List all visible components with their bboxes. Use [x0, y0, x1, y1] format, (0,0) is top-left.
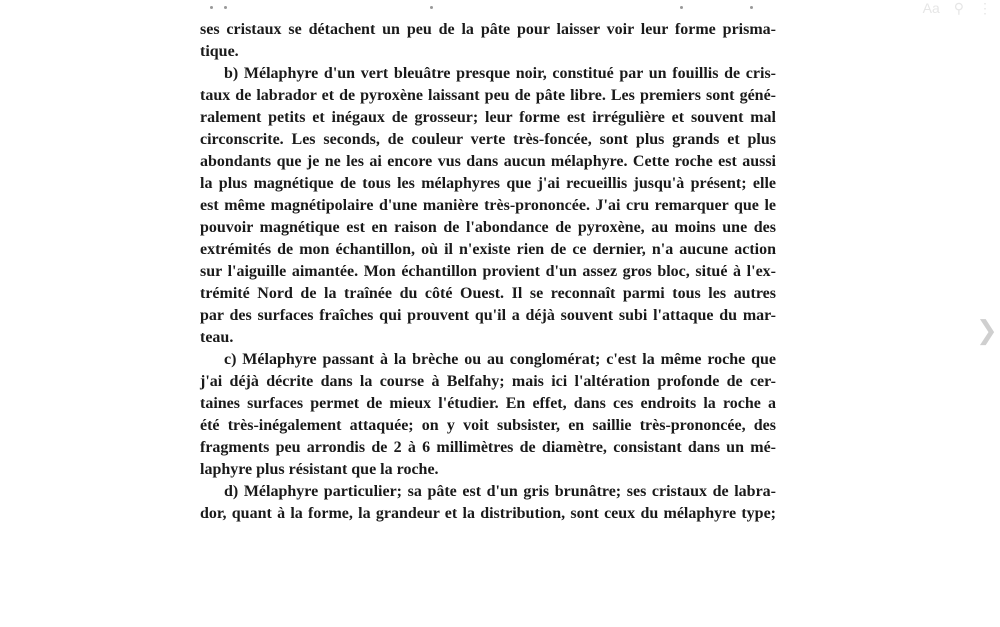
text-line: ses cristaux se détachent un peu de la pâte pour laisser voir leur forme prisma- — [200, 21, 776, 38]
text-line: abondants que je ne les ai encore vus dans aucun mélaphyre. Cette roche est aussi — [200, 153, 776, 170]
text-line: j'ai déjà décrite dans la course à Belfahy; mais ici l'altération profonde de cer- — [200, 373, 776, 390]
text-line: sur l'aiguille aimantée. Mon échantillon provient d'un assez gros bloc, situé à l'ex- — [200, 263, 776, 280]
text-line: d) Mélaphyre particulier; sa pâte est d'un gris brunâtre; ses cristaux de labra- — [224, 483, 776, 500]
text-line: la plus magnétique de tous les mélaphyres que j'ai recueillis jusqu'à présent; elle — [200, 175, 776, 192]
text-line: taines surfaces permet de mieux l'étudier. En effet, dans ces endroits la roche a — [200, 395, 776, 412]
text-line: par des surfaces fraîches qui prouvent qu'il a déjà souvent subi l'attaque du mar- — [200, 307, 776, 324]
text-line: tique. — [200, 43, 239, 60]
text-size-button[interactable]: Aa — [922, 0, 940, 16]
text-line: pouvoir magnétique est en raison de l'abondance de pyroxène, au moins une des — [200, 219, 776, 236]
text-line: été très-inégalement attaquée; on y voit subsister, en saillie très-prononcée, des — [200, 417, 776, 434]
text-line: circonscrite. Les seconds, de couleur verte très-foncée, sont plus grands et plus — [200, 131, 776, 148]
viewer-toolbar — [923, 0, 992, 17]
text-line: c) Mélaphyre passant à la brèche ou au conglomérat; c'est la même roche que — [224, 351, 776, 368]
text-line: extrémités de mon échantillon, où il n'existe rien de ce dernier, n'a aucune action — [200, 241, 776, 258]
text-line: taux de labrador et de pyroxène laissant peu de pâte libre. Les premiers sont géné- — [200, 87, 776, 104]
chevron-right-icon: ❯ — [976, 316, 998, 346]
text-line: trémité Nord de la traînée du côté Ouest. Il se reconnaît parmi tous les autres — [200, 285, 776, 302]
text-line: b) Mélaphyre d'un vert bleuâtre presque noir, constitué par un fouillis de cris- — [224, 65, 776, 82]
text-line: laphyre plus résistant que la roche. — [200, 461, 439, 478]
more-icon[interactable]: ⋮ — [978, 0, 992, 16]
text-line: dor, quant à la forme, la grandeur et la distribution, sont ceux du mélaphyre type; — [200, 505, 776, 522]
search-icon[interactable]: ⚲ — [953, 0, 964, 16]
text-line: teau. — [200, 329, 234, 346]
text-line: est même magnétipolaire d'une manière très-prononcée. J'ai cru remarquer que le — [200, 197, 776, 214]
scan-specks — [210, 6, 770, 12]
text-line: fragments peu arrondis de 2 à 6 millimètres de diamètre, consistant dans un mé- — [200, 439, 776, 456]
next-page-button[interactable] — [976, 316, 998, 346]
book-page — [200, 19, 776, 525]
text-line: ralement petits et inégaux de grosseur; leur forme est irrégulière et souvent mal — [200, 109, 776, 126]
